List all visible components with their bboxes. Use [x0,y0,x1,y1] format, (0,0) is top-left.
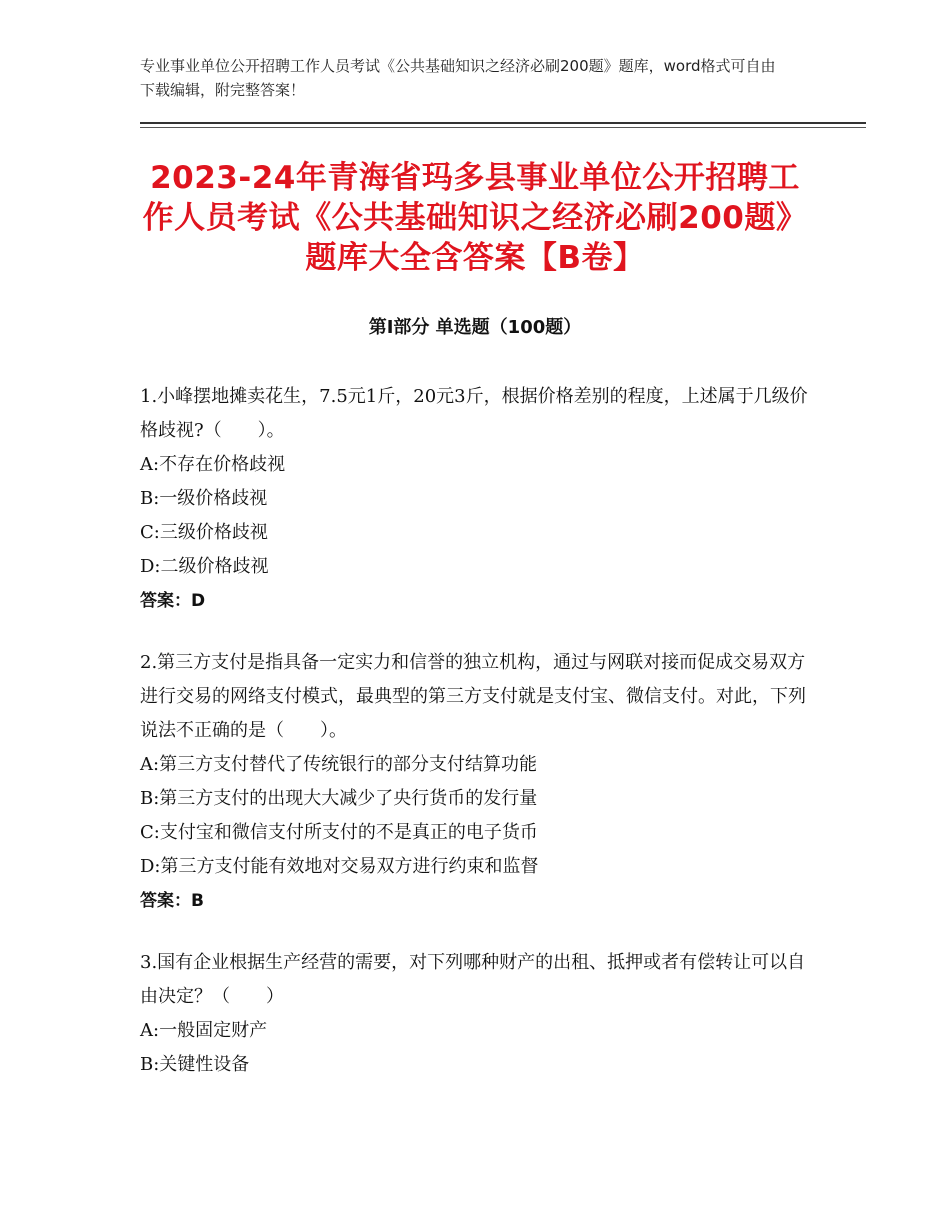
option-a: A:不存在价格歧视 [140,454,286,475]
question-1 [140,380,810,618]
option-c: C:支付宝和微信支付所支付的不是真正的电子货币 [140,822,538,843]
option-b: B:关键性设备 [140,1054,250,1075]
answer: 答案：B [140,891,204,911]
question-2 [140,646,810,918]
question-stem: 3.国有企业根据生产经营的需要，对下列哪种财产的出租、抵押或者有偿转让可以自由决定？（ ） [140,952,806,1007]
question-stem: 1.小峰摆地摊卖花生，7.5元1斤，20元3斤，根据价格差别的程度，上述属于几级价格歧视?（ ）。 [140,386,808,441]
option-b: B:第三方支付的出现大大减少了央行货币的发行量 [140,788,538,809]
question-list [140,380,810,1110]
header-note: 专业事业单位公开招聘工作人员考试《公共基础知识之经济必刷200题》题库，word格式可自由下载编辑，附完整答案！ [140,57,776,99]
option-a: A:第三方支付替代了传统银行的部分支付结算功能 [140,754,538,775]
question-3 [140,946,810,1082]
section-heading: 第Ⅰ部分 单选题（100题） [368,317,582,338]
option-d: D:二级价格歧视 [140,556,269,577]
question-stem: 2.第三方支付是指具备一定实力和信誉的独立机构，通过与网联对接而促成交易双方进行交易的网络支付模式，最典型的第三方支付就是支付宝、微信支付。对此，下列说法不正确的是（ ）。 [140,652,806,741]
header-divider [140,122,866,124]
header-divider-thin [140,127,866,128]
answer: 答案：D [140,591,206,611]
option-b: B:一级价格歧视 [140,488,268,509]
option-d: D:第三方支付能有效地对交易双方进行约束和监督 [140,856,539,877]
option-a: A:一般固定财产 [140,1020,268,1041]
document-title: 2023-24年青海省玛多县事业单位公开招聘工作人员考试《公共基础知识之经济必刷200题》题库大全含答案【B卷】 [142,160,808,276]
option-c: C:三级价格歧视 [140,522,268,543]
